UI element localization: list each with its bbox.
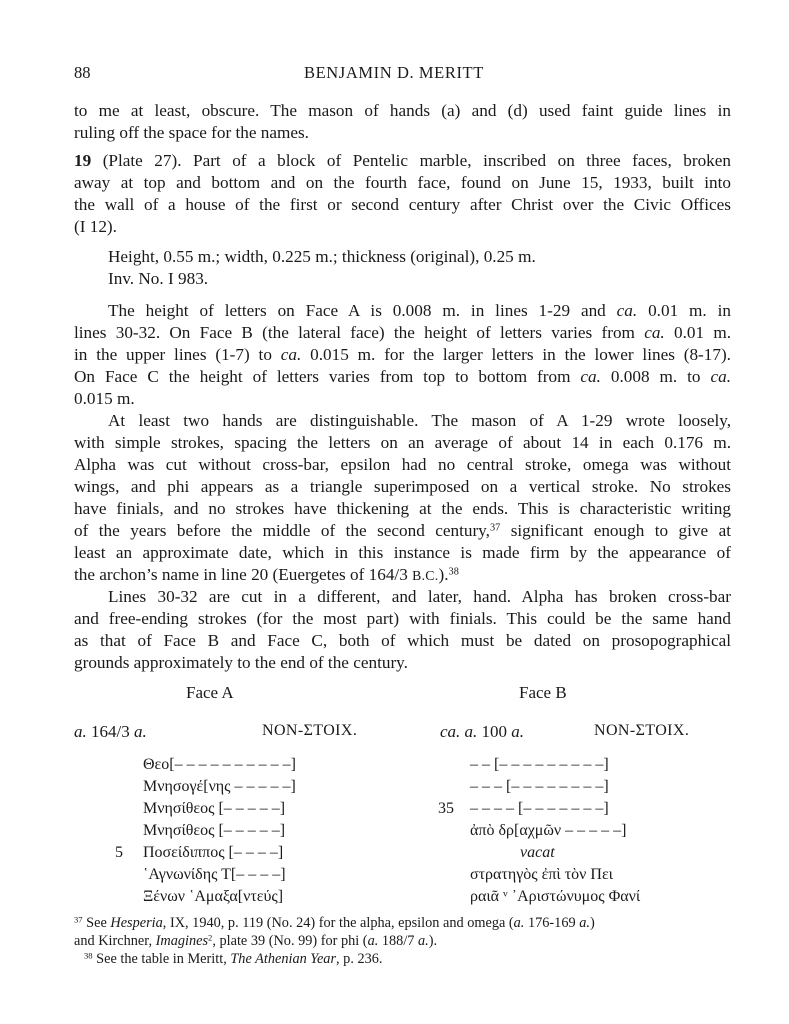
para2-line-4: wings, and phi appears as a triangle superimposed on a vertical stroke. No strokes	[74, 477, 731, 496]
para3-line-4: grounds approximately to the end of the century.	[74, 653, 408, 672]
face-b-title: Face B	[519, 683, 567, 702]
footnote-mark-38: 38	[84, 950, 93, 961]
intro-line-1: to me at least, obscure. The mason of hands (a) and (d) used faint guide lines in	[74, 101, 731, 120]
face-b-line: – – – [– – – – – – – –]	[470, 778, 609, 795]
para2-line-1: At least two hands are distinguishable. The mason of A 1-29 wrote loosely,	[108, 411, 731, 430]
dimensions: Height, 0.55 m.; width, 0.225 m.; thickness (original), 0.25 m.	[108, 247, 536, 266]
face-a-style: NON-ΣΤΟΙΧ.	[262, 722, 358, 739]
face-b-vacat: vacat	[520, 844, 555, 861]
entry-text: (Plate 27). Part of a block of Pentelic marble, inscribed on three faces, broken	[91, 151, 731, 170]
para2-line-5: have finials, and no strokes have thickening at the ends. This is characteristic writing	[74, 499, 731, 518]
inventory-number: Inv. No. I 983.	[108, 269, 209, 288]
face-a-line: Μνησίθεος [– – – – –]	[143, 800, 286, 817]
face-b-line-number: 35	[438, 800, 454, 817]
entry-line-2: away at top and bottom and on the fourth face, found on June 15, 1933, built into	[74, 173, 731, 192]
intro-line-2: ruling off the space for the names.	[74, 123, 309, 142]
para2-line-2: with simple strokes, spacing the letters on an average of about 14 in each 0.176 m.	[74, 433, 731, 452]
face-b-line: ραιᾶ ᵛ ᾿Αριστώνυμος Φανί	[470, 888, 641, 905]
face-b-line: – – – – [– – – – – – –]	[470, 800, 609, 817]
para2-line-7: least an approximate date, which in this instance is made firm by the appearance of	[74, 543, 731, 562]
para3-line-2: and free-ending strokes (for the most part) with finials. This could be the same hand	[74, 609, 731, 628]
entry-line-4: (I 12).	[74, 217, 117, 236]
face-a-title: Face A	[186, 683, 234, 702]
footnote-ref-37: 37	[489, 522, 501, 534]
face-a-line: Μνησίθεος [– – – – –]	[143, 822, 286, 839]
face-b-line: ἀπὸ δρ[αχμῶν – – – – –]	[470, 822, 627, 839]
face-a-line: Μνησογέ[νης – – – – –]	[143, 778, 296, 795]
footnote-38: $^{38}$ See the table in Meritt, The Athenian Year, p. 236.	[84, 950, 383, 967]
para3-line-3: as that of Face B and Face C, both of which must be dated on prosopographical	[74, 631, 731, 650]
running-title: BENJAMIN D. MERITT	[304, 63, 484, 82]
face-a-line: Θεο[– – – – – – – – – –]	[143, 756, 296, 773]
para2-line-8: the archon’s name in line 20 (Euergetes of 164/3 B.C.).$^{38}$	[74, 565, 459, 584]
entry-line-3: the wall of a house of the first or second century after Christ over the Civic Offices	[74, 195, 731, 214]
face-a-line: Ποσείδιππος [– – – –]	[143, 844, 284, 861]
face-b-style: NON-ΣΤΟΙΧ.	[594, 722, 690, 739]
para1-line-5: 0.015 m.	[74, 389, 135, 408]
para1-line-3: in the upper lines (1-7) to ca. 0.015 m. for the larger letters in the lower lines (8-17).	[74, 345, 731, 364]
para3-line-1: Lines 30-32 are cut in a different, and later, hand. Alpha has broken cross-bar	[108, 587, 731, 606]
face-a-line: Ξένων ῾Αμαξα[ντεύς]	[143, 888, 284, 905]
para2-line-6: of the years before the middle of the second century,$^{37}$ significant enough to give at	[74, 521, 731, 540]
face-a-line-number: 5	[115, 844, 123, 861]
page-number: 88	[74, 63, 91, 82]
face-b-date: ca. a. 100 a.	[440, 722, 525, 741]
para2-line-3: Alpha was cut without cross-bar, epsilon had no central stroke, omega was without	[74, 455, 731, 474]
para1-line-2: lines 30-32. On Face B (the lateral face) the height of letters varies from ca. 0.01 m.	[74, 323, 731, 342]
face-a-line: ῾Αγνωνίδης Τ[– – – –]	[143, 866, 286, 883]
footnote-mark-37: 37	[74, 914, 83, 925]
footnote-ref-38: 38	[448, 566, 459, 578]
footnote-37-line-1: $^{37}$ See Hesperia, IX, 1940, p. 119 (No. 24) for the alpha, epsilon and omega (a. 176-169 a.)	[74, 914, 595, 931]
face-b-line: στρατηγὸς ἐπὶ τὸν Πει	[470, 866, 613, 883]
para1-line-4: On Face C the height of letters varies from top to bottom from ca. 0.008 m. to ca.	[74, 367, 731, 386]
face-a-date: a. 164/3 a.	[74, 722, 147, 741]
entry-number: 19	[74, 151, 92, 170]
footnote-37-line-2: and Kirchner, Imagines$^2$, plate 39 (No. 99) for phi (a. 188/7 a.).	[74, 932, 438, 949]
face-b-line: – – [– – – – – – – – –]	[470, 756, 609, 773]
entry-line-1	[74, 150, 731, 172]
para1-line-1: The height of letters on Face A is 0.008 m. in lines 1-29 and ca. 0.01 m. in	[108, 301, 731, 320]
